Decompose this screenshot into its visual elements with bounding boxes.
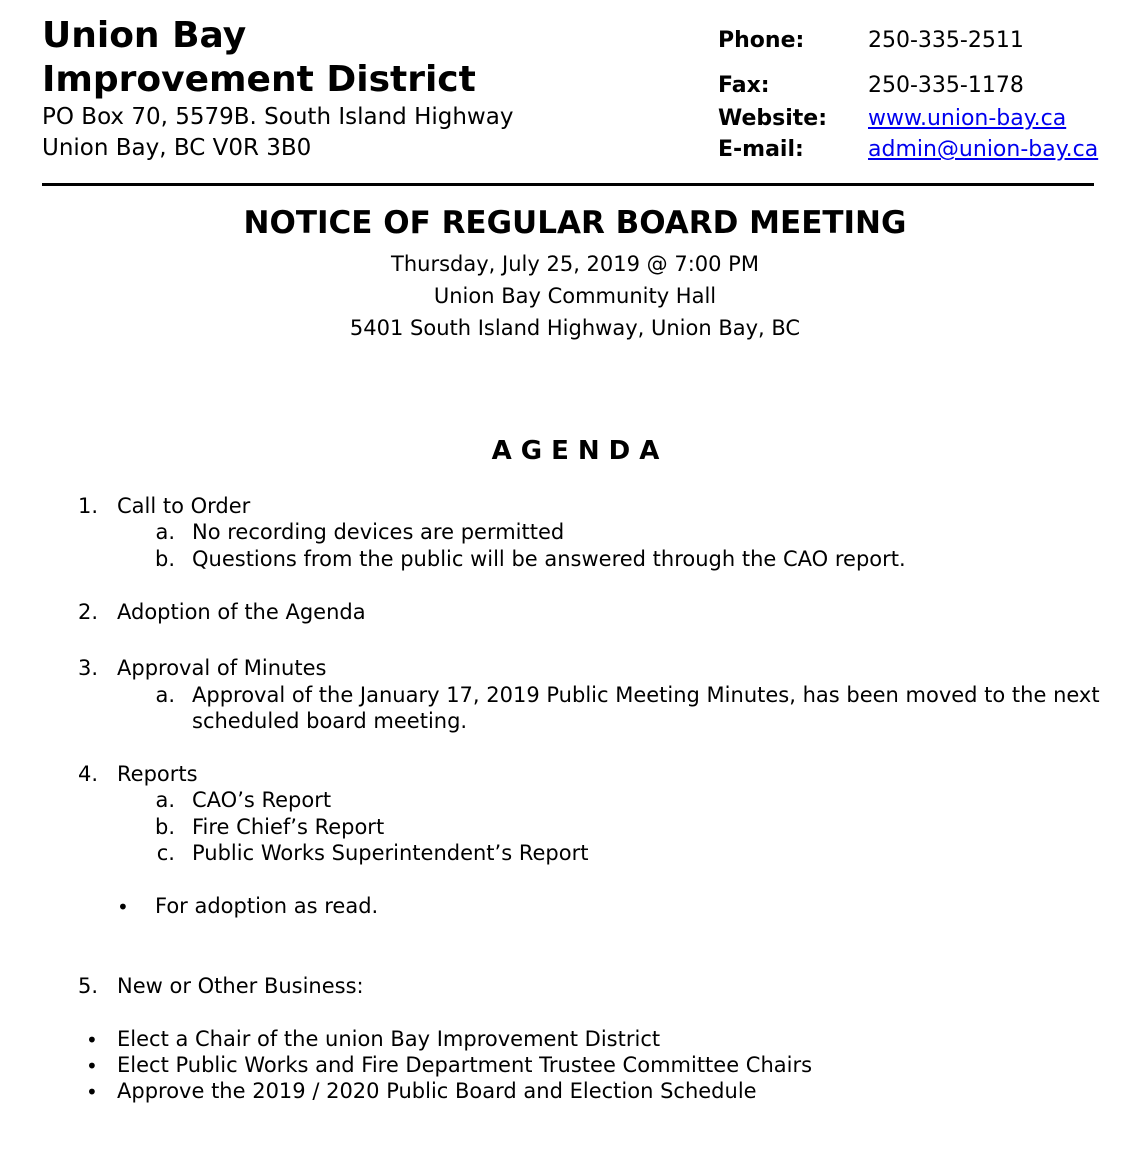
bullet-icon: • — [86, 1054, 98, 1078]
subitem-text: Approval of the January 17, 2019 Public Meeting Minutes, has been moved to the next — [192, 683, 1100, 707]
subitem-text-continued: scheduled board meeting. — [192, 709, 468, 733]
business-bullet: Elect a Chair of the union Bay Improvement District — [117, 1027, 661, 1051]
subitem-letter: b. — [154, 547, 175, 571]
meeting-datetime: Thursday, July 25, 2019 @ 7:00 PM — [391, 252, 759, 276]
item-label: Call to Order — [117, 494, 251, 518]
item-number: 2. — [77, 600, 98, 624]
item-number: 4. — [77, 762, 98, 786]
subitem-text: Fire Chief’s Report — [192, 815, 385, 839]
address-line1: PO Box 70, 5579B. South Island Highway — [42, 104, 514, 130]
fax-value: 250-335-1178 — [868, 73, 1024, 98]
subitem-letter: a. — [155, 520, 175, 544]
item-label: Reports — [117, 762, 198, 786]
meeting-venue: Union Bay Community Hall — [433, 284, 717, 308]
bullet-icon: • — [86, 1080, 98, 1104]
subitem-text: No recording devices are permitted — [192, 520, 565, 544]
website-label: Website: — [718, 106, 828, 131]
item-number: 1. — [77, 494, 98, 518]
bullet-icon: • — [117, 895, 129, 919]
org-name-line2: Improvement District — [42, 59, 476, 100]
website-link[interactable]: www.union-bay.ca — [868, 106, 1067, 131]
agenda-heading: AGENDA — [491, 436, 669, 466]
subitem-letter: b. — [154, 815, 175, 839]
bullet-icon: • — [86, 1028, 98, 1052]
email-link[interactable]: admin@union-bay.ca — [868, 137, 1099, 162]
item-number: 3. — [77, 656, 98, 680]
org-name-line1: Union Bay — [42, 15, 247, 56]
item-label: New or Other Business: — [117, 974, 364, 998]
subitem-text: Public Works Superintendent’s Report — [192, 841, 589, 865]
phone-label: Phone: — [718, 28, 805, 53]
phone-value: 250-335-2511 — [868, 28, 1024, 53]
item-label: Adoption of the Agenda — [117, 600, 366, 624]
subitem-text: CAO’s Report — [192, 788, 332, 812]
fax-label: Fax: — [718, 73, 770, 98]
business-bullet: Approve the 2019 / 2020 Public Board and Election Schedule — [117, 1079, 757, 1103]
subitem-letter: c. — [156, 841, 175, 865]
notice-title: NOTICE OF REGULAR BOARD MEETING — [243, 205, 907, 241]
address-line2: Union Bay, BC V0R 3B0 — [42, 135, 312, 161]
subitem-letter: a. — [155, 788, 175, 812]
email-label: E-mail: — [718, 137, 804, 162]
subitem-text: Questions from the public will be answered through the CAO report. — [192, 547, 906, 571]
business-bullet: Elect Public Works and Fire Department Trustee Committee Chairs — [117, 1053, 813, 1077]
item-label: Approval of Minutes — [117, 656, 327, 680]
item-number: 5. — [77, 974, 98, 998]
meeting-address: 5401 South Island Highway, Union Bay, BC — [349, 316, 801, 340]
header-divider — [42, 183, 1094, 186]
bullet-note: For adoption as read. — [155, 894, 379, 918]
subitem-letter: a. — [155, 683, 175, 707]
